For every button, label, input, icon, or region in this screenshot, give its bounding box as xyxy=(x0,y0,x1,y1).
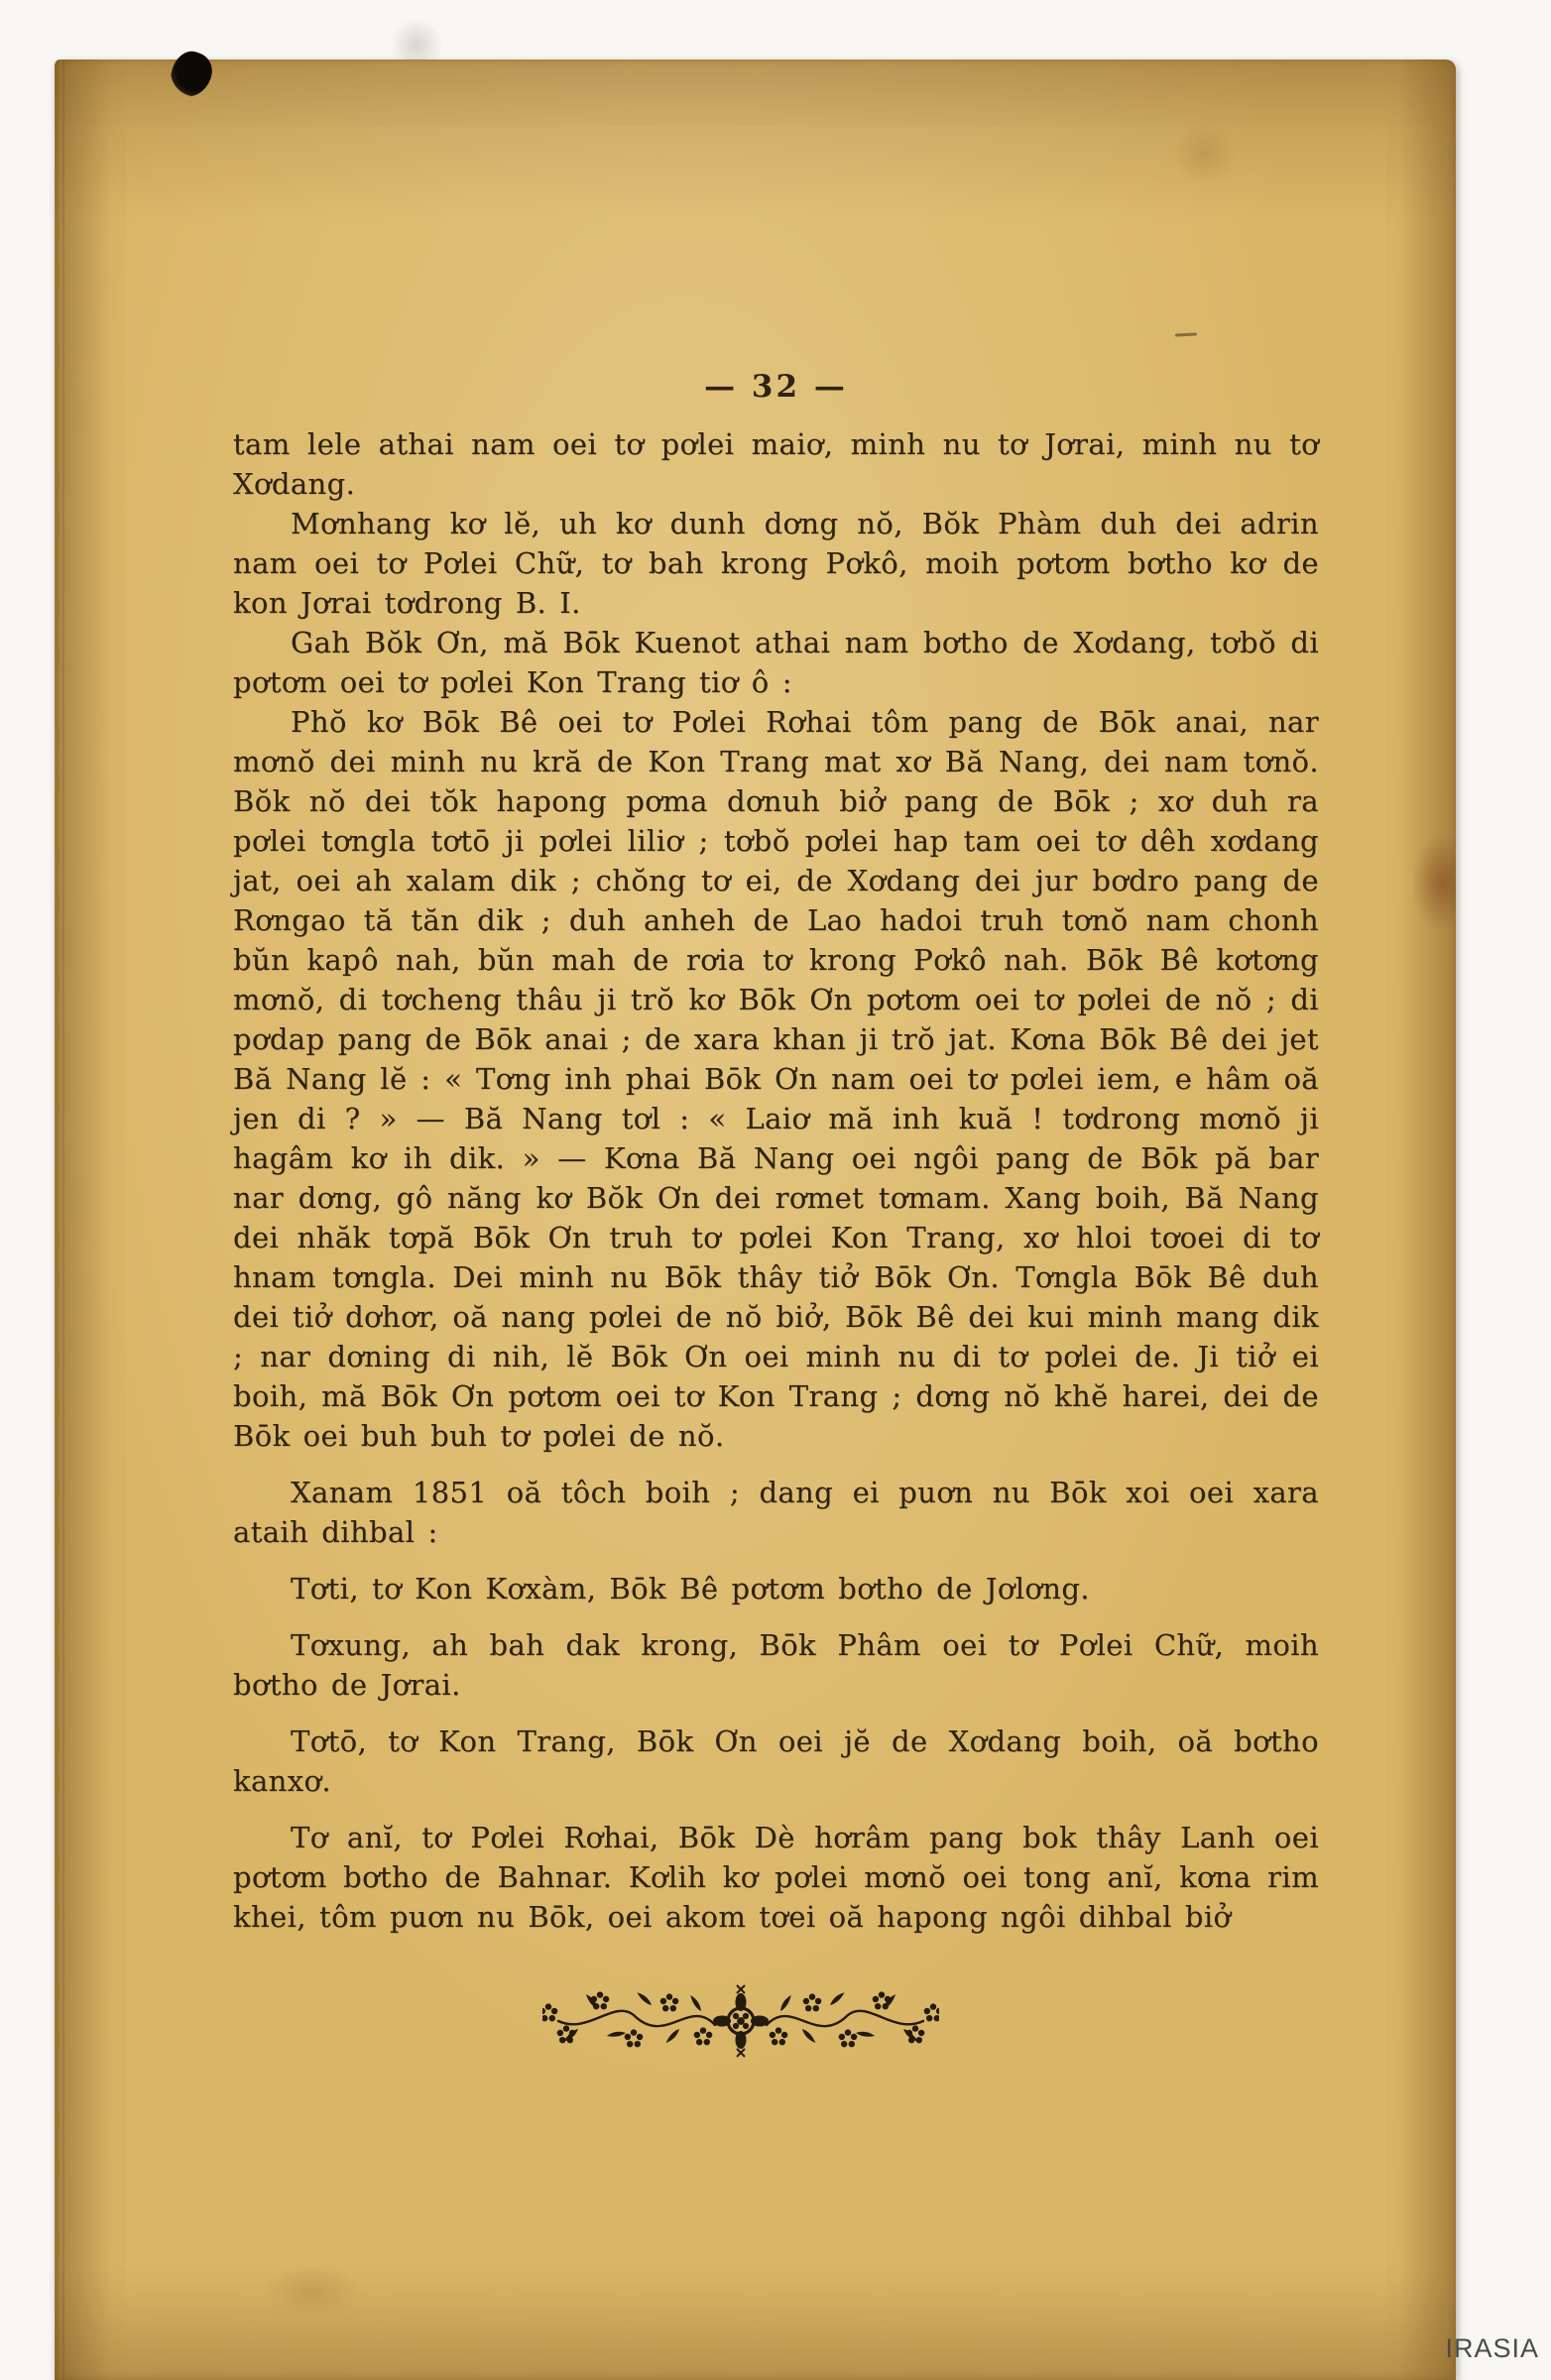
floral-ornament xyxy=(542,1975,939,2067)
watermark-label: IRASIA xyxy=(1445,2333,1539,2363)
print-artifact xyxy=(1175,332,1197,336)
page-text xyxy=(233,424,1319,1937)
paragraph: Tơti, tơ Kon Kơxàm, Bōk Bê pơtơm bơtho de Jơlơng. xyxy=(291,1572,1090,1606)
paragraph: Tơtō, tơ Kon Trang, Bōk Ơn oei jĕ de Xơdang boih, oă bơtho kanxơ. xyxy=(233,1725,1319,1798)
paragraph: tam lele athai nam oei tơ pơlei maiơ, minh nu tơ Jơrai, minh nu tơ Xơdang. xyxy=(233,427,1319,501)
paragraph: Mơnhang kơ lĕ, uh kơ dunh dơng nŏ, Bŏk Phàm duh dei adrin nam oei tơ Pơlei Chữ, tơ bah krong Pơkô, moih pơtơm bơtho kơ de kon Jơrai tơdrong B. I. xyxy=(233,507,1319,620)
paragraph: Tơxung, ah bah dak krong, Bōk Phâm oei tơ Pơlei Chữ, moih bơtho de Jơrai. xyxy=(233,1628,1319,1702)
paragraph: Tơ anĭ, tơ Pơlei Rơhai, Bōk Dè hơrâm pang bok thây Lanh oei pơtơm bơtho de Bahnar. Kơlih kơ pơlei mơnŏ oei tong anĭ, kơna rim khei, tôm puơn nu Bōk, oei akom tơei oă hapong ngôi dihbal biở xyxy=(233,1821,1319,1934)
paragraph: Phŏ kơ Bōk Bê oei tơ Pơlei Rơhai tôm pang de Bōk anai, nar mơnŏ dei minh nu kră de Kon Trang mat xơ Bă Nang, dei nam tơnŏ. Bŏk nŏ dei tŏk hapong pơma dơnuh biở pang de Bōk ; xơ duh ra pơlei tơngla tơtō ji pơlei liliơ ; tơbŏ pơlei hap tam oei tơ dêh xơdang jat, oei ah xalam dik ; chŏng tơ ei, de Xơdang dei jur bơdro pang de Rơngao tă tăn dik ; duh anheh de Lao hadoi truh tơnŏ nam chonh bŭn kapô nah, bŭn mah de rơia tơ krong Pơkô nah. Bōk Bê kơtơng mơnŏ, di tơcheng thâu ji trŏ kơ Bōk Ơn pơtơm oei tơ pơlei de nŏ ; di pơdap pang de Bōk anai ; de xara khan ji trŏ jat. Kơna Bōk Bê dei jet Bă Nang lĕ : « Tơng inh phai Bōk Ơn nam oei tơ pơlei iem, e hâm oă jen di ? » — Bă Nang tơl : « Laiơ mă inh kuă ! tơdrong mơnŏ ji hagâm kơ ih dik. » — Kơna Bă Nang oei ngôi pang de Bōk pă bar nar dơng, gô năng kơ Bŏk Ơn dei rơmet tơmam. Xang boih, Bă Nang dei nhăk tơpă Bōk Ơn truh tơ pơlei Kon Trang, xơ hloi tơoei di tơ hnam tơngla. Dei minh nu Bōk thây tiở Bōk Ơn. Tơngla Bōk Bê duh dei tiở dơhơr, oă nang pơlei de nŏ biở, Bōk Bê dei kui minh mang dik ; nar dơning di nih, lĕ Bōk Ơn oei minh nu di tơ pơlei de. Ji tiở ei boih, mă Bōk Ơn pơtơm oei tơ Kon Trang ; dơng nŏ khĕ harei, dei de Bōk oei buh buh tơ pơlei de nŏ. xyxy=(233,705,1319,1453)
book-page xyxy=(55,60,1456,2380)
paragraph: Gah Bŏk Ơn, mă Bōk Kuenot athai nam bơtho de Xơdang, tơbŏ di pơtơm oei tơ pơlei Kon Trang tiơ ô : xyxy=(233,626,1319,699)
paragraph: Xanam 1851 oă tôch boih ; dang ei puơn nu Bōk xoi oei xara ataih dihbal : xyxy=(233,1476,1319,1549)
ink-blot xyxy=(167,48,216,101)
page-number: — 32 — xyxy=(704,369,848,405)
